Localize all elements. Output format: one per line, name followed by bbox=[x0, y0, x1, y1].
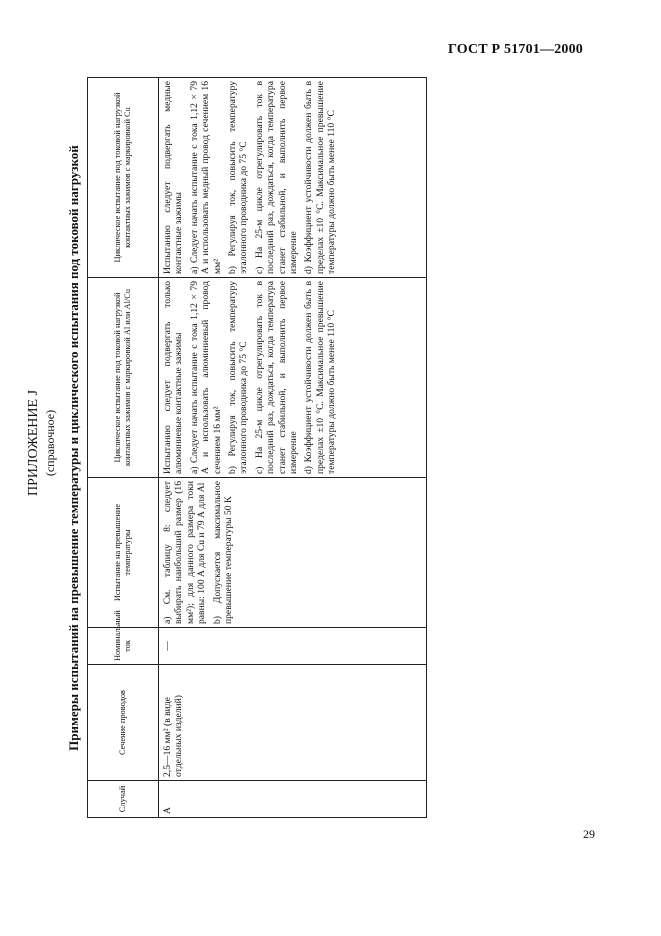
standard-number: ГОСТ Р 51701—2000 bbox=[447, 42, 583, 57]
test-examples-table bbox=[87, 77, 427, 818]
cell-cyclic-al bbox=[159, 278, 427, 478]
header-section: Сечение проводов bbox=[88, 665, 159, 781]
cyclic-al-item: a) Следует начать испытание с тока 1,12 × 79 А и использовать алюминиевый провод сечением 16 мм² bbox=[188, 281, 223, 474]
cyclic-cu-item: b) Регулируя ток, повысить температуру эталонного проводника до 75 °C bbox=[227, 81, 250, 274]
table-header-row bbox=[88, 78, 159, 818]
header-cyclic-cu: Циклическое испытание под токовой нагрузкой контактных зажимов с маркировкой Cu bbox=[88, 78, 159, 278]
cyclic-al-item: Испытанию следует подвергать только алюминиевые контактные зажимы bbox=[162, 281, 185, 474]
header-temp-rise: Испытание на превышение температуры bbox=[88, 478, 159, 628]
table-row bbox=[159, 78, 427, 818]
appendix-subtitle: (справочное) bbox=[43, 409, 57, 477]
rotated-content bbox=[26, 78, 386, 818]
header-case: Случай bbox=[88, 781, 159, 818]
cyclic-cu-item: d) Коэффициент устойчивости должен быть в пределах ±10 °C. Максимальное превышение температуры должно быть менее 110 °C bbox=[303, 81, 338, 274]
cell-section: 2,5—16 мм² (в виде отдельных изделий) bbox=[159, 665, 427, 781]
cyclic-cu-item: a) Следует начать испытание с тока 1,12 × 79 А и использовать медный провод сечением 16 мм² bbox=[188, 81, 223, 274]
page-number: 29 bbox=[583, 827, 595, 841]
table-title: Примеры испытаний на превышение температуры и циклического испытания под токовой нагрузкой bbox=[66, 145, 81, 751]
cyclic-cu-item: c) На 25-м цикле отрегулировать ток в последний раз, дождаться, когда температура станет стабильной, и выполнить первое измерение bbox=[253, 81, 300, 274]
appendix-heading bbox=[26, 293, 58, 593]
header-rated-current: Номинальный ток bbox=[88, 628, 159, 665]
cell-rated-current: — bbox=[159, 628, 427, 665]
cyclic-al-item: d) Коэффициент устойчивости должен быть в пределах ±10 °C. Максимальное превышение температуры должно быть менее 110 °C bbox=[303, 281, 338, 474]
cell-case: A bbox=[159, 781, 427, 818]
appendix-title: ПРИЛОЖЕНИЕ J bbox=[26, 389, 41, 497]
header-cyclic-al: Циклическое испытание под токовой нагрузкой контактных зажимов с маркировкой Al или Al/Cu bbox=[88, 278, 159, 478]
cyclic-al-item: b) Регулируя ток, повысить температуру эталонного проводника до 75 °C bbox=[227, 281, 250, 474]
cyclic-cu-item: Испытанию следует подвергать медные контактные зажимы bbox=[162, 81, 185, 274]
temp-rise-item: a) См. таблицу 8: следует выбирать наибольший размер (16 мм²); для данного размера токи равны: 100 А для Cu и 79 А для Al bbox=[162, 481, 208, 624]
cell-cyclic-cu bbox=[159, 78, 427, 278]
cell-temp-rise bbox=[159, 478, 427, 628]
temp-rise-item: b) Допускается максимальное превышение температуры 50 K bbox=[211, 481, 235, 624]
cyclic-al-item: c) На 25-м цикле отрегулировать ток в последний раз, дождаться, когда температура станет стабильной, и выполнить первое измерение bbox=[253, 281, 300, 474]
